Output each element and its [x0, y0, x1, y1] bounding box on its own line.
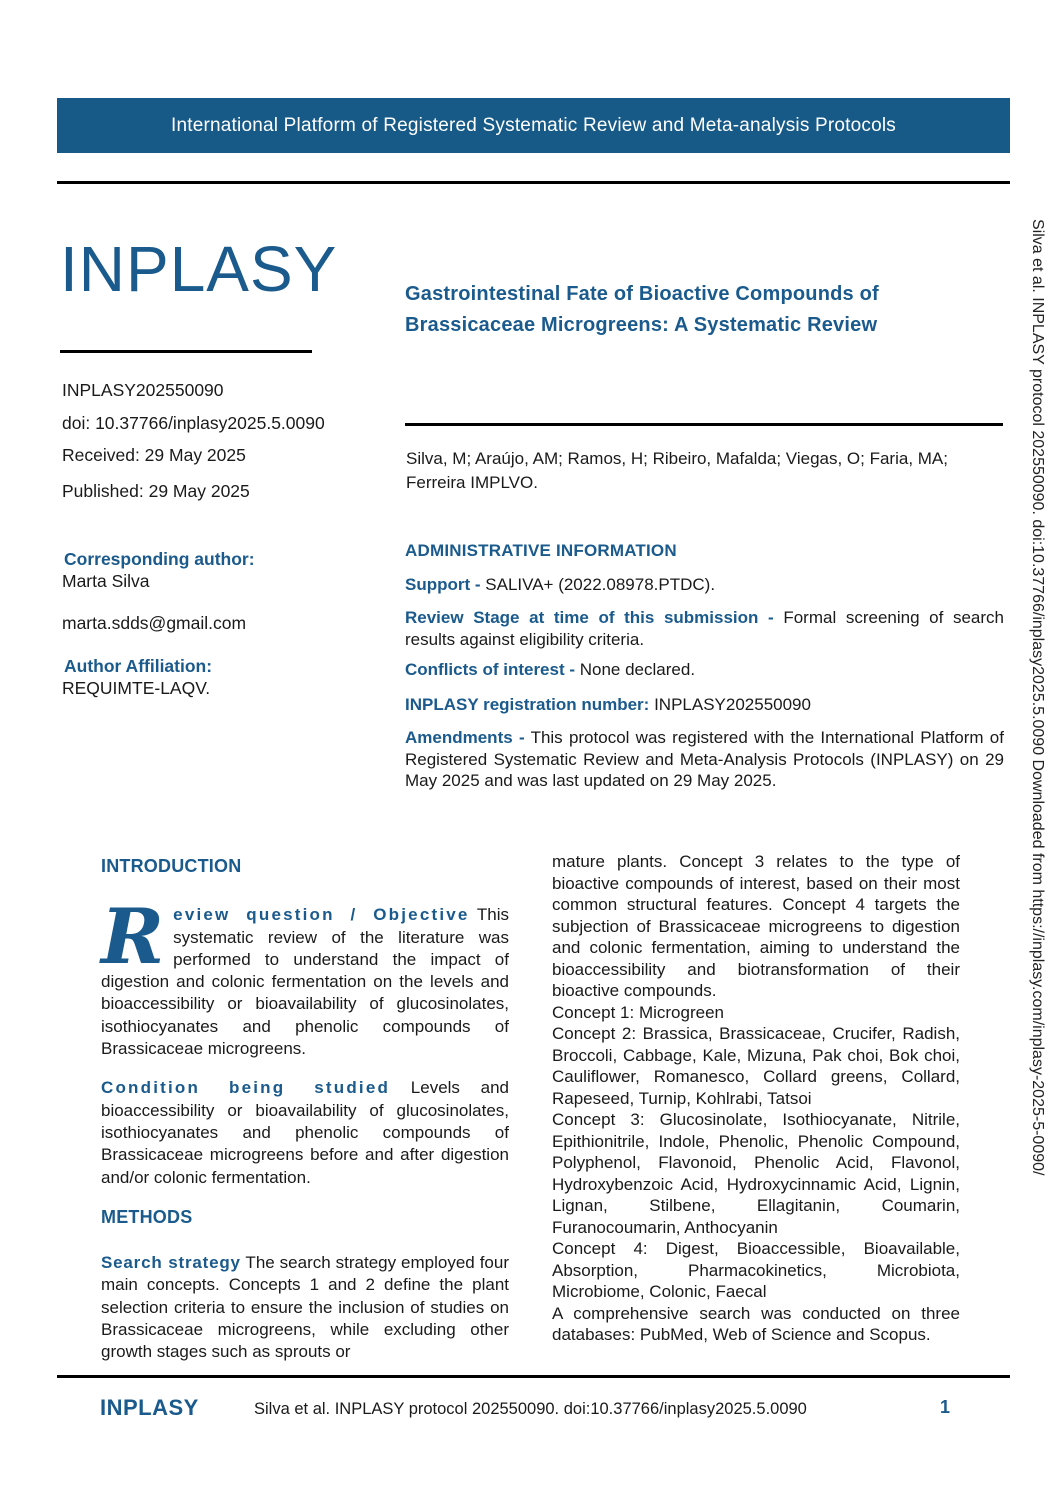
registration-number-value: INPLASY202550090	[649, 695, 811, 714]
amendments-text: This protocol was registered with the International Platform of Registered Systematic Review and Meta-Analysis Protocols (INPLASY) on 29 May 2025 and was last updated on 29 May 2025.	[405, 728, 1004, 790]
affiliation-label: Author Affiliation:	[64, 656, 213, 676]
logo-divider	[60, 350, 312, 353]
support-text: SALIVA+ (2022.08978.PTDC).	[480, 575, 716, 594]
dropcap-r: R	[101, 892, 165, 982]
sidebar-vertical-citation: Silva et al. INPLASY protocol 202550090. doi:10.37766/inplasy2025.5.0090 Downloaded from https://inplasy.com/inplasy-2025-5-0090/	[1029, 219, 1046, 1176]
concept-1-line: Concept 1: Microgreen	[552, 1002, 724, 1022]
affiliation-value: REQUIMTE-LAQV.	[62, 678, 211, 698]
footer-page-number: 1	[940, 1397, 951, 1417]
amendments-label: Amendments -	[405, 728, 525, 747]
concept-2-line: Concept 2: Brassica, Brassicaceae, Crucifer, Radish, Broccoli, Cabbage, Kale, Mizuna, Pak choi, Bok choi, Cauliflower, Romanesco, Collard greens, Collard, Rapeseed, Turnip, Kohlrabi, Tatsoi	[552, 1024, 960, 1108]
review-stage-label: Review Stage at time of this submission -	[405, 608, 774, 627]
registration-number-label: INPLASY registration number:	[405, 695, 650, 714]
corresponding-author-label: Corresponding author:	[64, 549, 255, 569]
condition-paragraph	[101, 1077, 509, 1188]
corresponding-author-name: Marta Silva	[62, 571, 150, 591]
title-divider	[405, 423, 1003, 426]
objective-paragraph	[101, 892, 509, 1060]
support-label: Support -	[405, 575, 481, 594]
methods-heading: METHODS	[101, 1206, 193, 1227]
amendments-line	[405, 727, 1004, 792]
databases-line: A comprehensive search was conducted on three databases: PubMed, Web of Science and Scopus.	[552, 1303, 960, 1344]
article-authors: Silva, M; Araújo, AM; Ramos, H; Ribeiro, Mafalda; Viegas, O; Faria, MA; Ferreira IMPLVO.	[406, 449, 948, 492]
platform-banner-text: International Platform of Registered Systematic Review and Meta-analysis Protocols	[171, 114, 896, 136]
review-stage-line	[405, 607, 1004, 650]
conflicts-label: Conflicts of interest -	[405, 660, 576, 679]
introduction-heading: INTRODUCTION	[101, 856, 242, 876]
admin-info-heading: ADMINISTRATIVE INFORMATION	[405, 541, 677, 560]
body-right-column	[552, 851, 960, 1346]
footer-divider	[57, 1375, 1010, 1378]
registration-number-line	[405, 694, 1004, 716]
concept-4-line: Concept 4: Digest, Bioaccessible, Bioavailable, Absorption, Pharmacokinetics, Microbiota, Microbiome, Colonic, Faecal	[552, 1239, 960, 1301]
footer-citation: Silva et al. INPLASY protocol 202550090. doi:10.37766/inplasy2025.5.0090	[254, 1400, 807, 1418]
inplasy-logo: INPLASY	[60, 233, 338, 305]
top-divider	[57, 181, 1010, 184]
objective-text: This systematic review of the literature was performed to understand the impact of digestion and colonic fermentation on the levels and bioaccessibility or bioavailability of glucosinolates, isothiocyanates and phenolic compounds of Brassicaceae microgreens.	[101, 905, 509, 1059]
concept-3-line: Concept 3: Glucosinolate, Isothiocyanate, Nitrile, Epithionitrile, Indole, Phenolic, Phenolic Compound, Polyphenol, Flavonoid, Phenolic Acid, Flavonol, Hydroxybenzoic Acid, Hydroxycinnamic Acid, Lignin, Lignan, Stilbene, Ellagitanin, Coumarin, Furanocoumarin, Anthocyanin	[552, 1110, 960, 1237]
review-stage-text: Formal screening of search results against eligibility criteria.	[405, 608, 1004, 649]
footer-inplasy-logo: INPLASY	[100, 1395, 199, 1420]
received-date: Received: 29 May 2025	[62, 445, 246, 465]
corresponding-author-email: marta.sdds@gmail.com	[62, 613, 247, 633]
support-line	[405, 574, 1004, 596]
doi-line: doi: 10.37766/inplasy2025.5.0090	[62, 413, 325, 433]
conflicts-line	[405, 659, 1004, 681]
search-strategy-continued: mature plants. Concept 3 relates to the type of bioactive compounds of interest, based on their most common structural features. Concept 4 targets the subjection of Brassicaceae microgreens to digestion and colonic fermentation, aiming to understand the bioaccessibility and biotransformation of their bioactive compounds.	[552, 852, 960, 1000]
condition-text: Levels and bioaccessibility or bioavailability of glucosinolates, isothiocyanates and phenolic compounds of Brassicaceae microgreens before and after digestion and/or colonic fermentation.	[101, 1078, 509, 1187]
conflicts-text: None declared.	[575, 660, 696, 679]
article-title: Gastrointestinal Fate of Bioactive Compounds of Brassicaceae Microgreens: A Systematic Review	[405, 283, 879, 336]
platform-banner	[57, 98, 1010, 153]
search-strategy-label: Search strategy	[101, 1253, 241, 1273]
condition-label: Condition being studied	[101, 1078, 391, 1098]
objective-label: eview question / Objective	[173, 905, 470, 925]
body-left-column	[101, 855, 509, 1364]
search-strategy-paragraph	[101, 1252, 509, 1363]
published-date: Published: 29 May 2025	[62, 481, 250, 501]
registration-id: INPLASY202550090	[62, 380, 224, 400]
search-strategy-text: The search strategy employed four main concepts. Concepts 1 and 2 define the plant selection criteria to ensure the inclusion of studies on Brassicaceae microgreens, while excluding other growth stages such as sprouts or	[101, 1253, 509, 1362]
